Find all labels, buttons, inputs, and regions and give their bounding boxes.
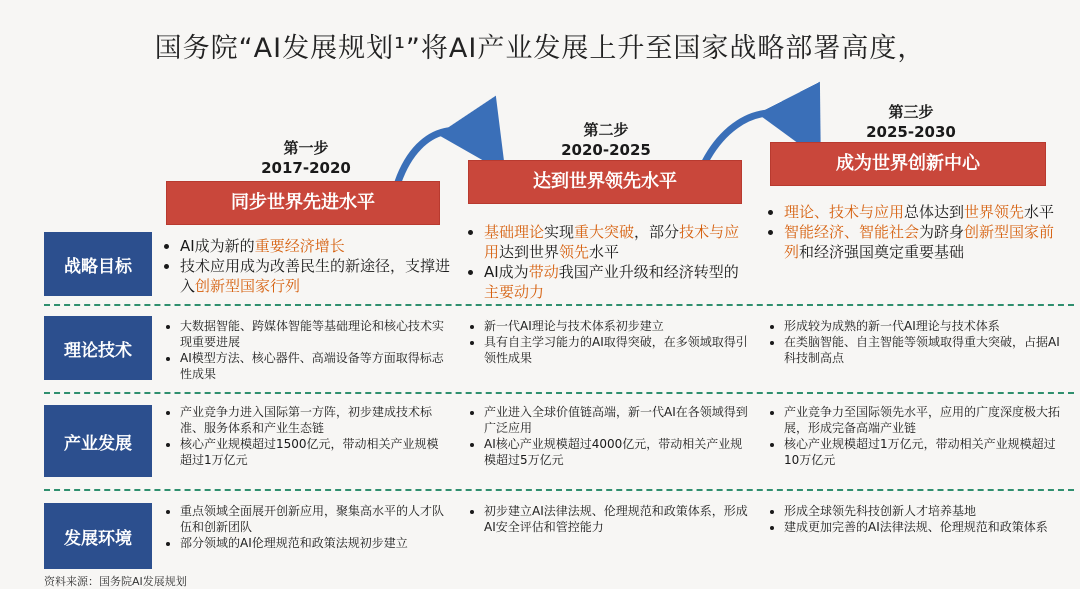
industry-step-2 [470,404,752,468]
step-3-goal-box: 成为世界创新中心 [770,142,1046,186]
category-industry: 产业发展 [44,405,152,477]
list-item: • 新一代AI理论与技术体系初步建立 [484,318,752,334]
list-item: • 形成全球领先科技创新人才培养基地 [784,503,1062,519]
environment-step-3 [770,503,1062,535]
list-item: • 核心产业规模超过1500亿元，带动相关产业规模超过1万亿元 [180,436,450,468]
list-item: • AI成为带动我国产业升级和经济转型的主要动力 [484,262,750,302]
page-title: 国务院“AI发展规划¹”将AI产业发展上升至国家战略部署高度， [154,33,926,64]
list-item: • 基础理论实现重大突破，部分技术与应用达到世界领先水平 [484,222,750,262]
list-item: • 产业竞争力至国际领先水平，应用的广度深度极大拓展，形成完备高端产业链 [784,404,1062,436]
list-item: • 技术应用成为改善民生的新途径，支撑进入创新型国家行列 [180,256,456,296]
step-1-header [250,138,362,178]
step-3-years: 2025-2030 [866,123,956,141]
industry-step-1 [166,404,450,468]
category-strategic-goal: 战略目标 [44,232,152,296]
row-divider [44,304,1074,306]
list-item: • 大数据智能、跨媒体智能等基础理论和核心技术实现重要进展 [180,318,450,350]
source-note: 资料来源：国务院AI发展规划 [44,575,187,588]
step-3-header [855,102,967,142]
step-2-header [546,120,666,160]
step-2-label: 第二步 [583,121,629,139]
list-item: • 产业进入全球价值链高端，新一代AI在各领域得到广泛应用 [484,404,752,436]
category-environment: 发展环境 [44,503,152,569]
category-theory-tech: 理论技术 [44,316,152,380]
list-item: • AI成为新的重要经济增长 [180,236,456,256]
list-item: • AI模型方法、核心器件、高端设备等方面取得标志性成果 [180,350,450,382]
industry-step-3 [770,404,1062,468]
goal-step-1 [166,236,456,296]
list-item: • AI核心产业规模超过4000亿元，带动相关产业规模超过5万亿元 [484,436,752,468]
list-item: • 智能经济、智能社会为跻身创新型国家前列和经济强国奠定重要基础 [784,222,1062,262]
step-2-years: 2020-2025 [561,141,651,159]
goal-step-3 [770,202,1062,262]
list-item: • 理论、技术与应用总体达到世界领先水平 [784,202,1062,222]
list-item: • 形成较为成熟的新一代AI理论与技术体系 [784,318,1062,334]
step-1-years: 2017-2020 [261,159,351,177]
theory-step-2 [470,318,752,366]
environment-step-1 [166,503,450,551]
step-1-goal-box: 同步世界先进水平 [166,181,440,225]
list-item: • 建成更加完善的AI法律法规、伦理规范和政策体系 [784,519,1062,535]
list-item: • 具有自主学习能力的AI取得突破，在多领域取得引领性成果 [484,334,752,366]
goal-step-2 [470,222,750,302]
list-item: • 初步建立AI法律法规、伦理规范和政策体系，形成AI安全评估和管控能力 [484,503,752,535]
environment-step-2 [470,503,752,535]
step-1-label: 第一步 [283,139,329,157]
list-item: • 重点领域全面展开创新应用，聚集高水平的人才队伍和创新团队 [180,503,450,535]
list-item: • 核心产业规模超过1万亿元，带动相关产业规模超过10万亿元 [784,436,1062,468]
theory-step-3 [770,318,1062,366]
row-divider [44,392,1074,394]
list-item: • 部分领域的AI伦理规范和政策法规初步建立 [180,535,450,551]
theory-step-1 [166,318,450,382]
list-item: • 产业竞争力进入国际第一方阵，初步建成技术标准、服务体系和产业生态链 [180,404,450,436]
step-3-label: 第三步 [888,103,934,121]
list-item: • 在类脑智能、自主智能等领域取得重大突破，占据AI科技制高点 [784,334,1062,366]
row-divider [44,489,1074,491]
step-2-goal-box: 达到世界领先水平 [468,160,742,204]
